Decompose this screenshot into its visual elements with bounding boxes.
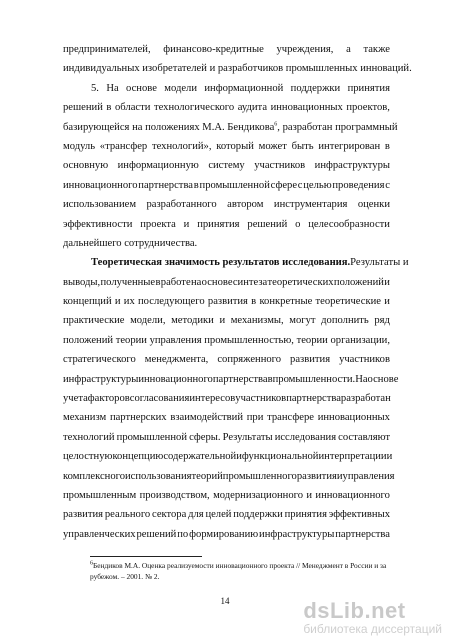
word: управления (342, 470, 395, 482)
word: концепцию (112, 451, 164, 463)
word: взаимодействий (170, 412, 244, 424)
text-line (63, 331, 390, 350)
text-segment: базирующейся на положениях М.А. Бендикова$^6$, разработан программный (63, 121, 398, 133)
word: технологий», (151, 140, 212, 152)
word: в (267, 373, 273, 385)
word: положений (333, 276, 384, 288)
word: управленческих (63, 528, 136, 540)
word: технологического (153, 102, 235, 114)
word: Результаты (222, 431, 273, 443)
word: поддержки (233, 509, 283, 521)
word: практические (63, 315, 125, 327)
word: проведения (332, 179, 385, 191)
word: целесообразности (308, 218, 390, 230)
word: сектора (151, 509, 187, 521)
word: «трансфер (99, 140, 148, 152)
word: автором (227, 199, 264, 211)
word: теории (296, 334, 328, 346)
word: инновационного (138, 373, 213, 385)
word: могут (289, 315, 316, 327)
word: эффективности (63, 218, 133, 230)
word: основную (63, 160, 109, 172)
word: дополнить (321, 315, 369, 327)
word: промышленной (199, 179, 270, 191)
text-line (63, 350, 390, 369)
word: участников (254, 160, 306, 172)
word: проекта (140, 218, 176, 230)
text-line (63, 428, 390, 447)
word: синтеза (232, 276, 268, 288)
word: управления (149, 334, 202, 346)
text-line (63, 467, 395, 486)
word: развития (296, 470, 337, 482)
text-line-with-heading: Теоретическая значимость результатов исследования.Результаты и (63, 253, 390, 272)
text-line (63, 98, 390, 117)
body-text (63, 40, 412, 544)
word: менеджмента, (144, 354, 209, 366)
word: их (123, 296, 135, 308)
word: согласования (129, 393, 190, 405)
word: использования (125, 470, 192, 482)
word: партнерства (335, 528, 390, 540)
word: а (346, 44, 351, 55)
word: который (216, 140, 254, 152)
watermark-logo: dsLib.net (303, 598, 406, 623)
footnote-line: рубежом. – 2001. № 2. (90, 572, 160, 581)
word: решений (247, 218, 288, 230)
word: партнерских (109, 412, 167, 424)
word: области (114, 102, 151, 114)
footnote-ref[interactable]: 6 (274, 121, 278, 128)
word: На (106, 82, 119, 94)
word: может (258, 140, 287, 152)
word: и (384, 276, 390, 288)
text-line-with-footnote (63, 118, 398, 137)
word: промышленностью, (204, 334, 294, 346)
word: теоретические (315, 296, 381, 308)
word: принятия (197, 218, 240, 230)
word: партнерства (138, 179, 194, 191)
word: производством, (139, 489, 210, 501)
text-line (63, 447, 393, 466)
text-line (63, 408, 390, 427)
word: учреждения, (276, 44, 334, 55)
word: реального (104, 509, 151, 521)
word: эффективных (328, 509, 390, 521)
word: работе (160, 276, 191, 288)
watermark-subtitle: библиотека диссертаций (303, 622, 442, 636)
word: развития (290, 354, 331, 366)
text-line (63, 311, 390, 330)
word: также (363, 44, 390, 55)
word: технологий (63, 431, 115, 443)
text-line (63, 505, 390, 524)
word: сфере (270, 179, 298, 191)
word: интересов (189, 393, 236, 405)
word: инфраструктуры (63, 373, 139, 385)
word: финансово-кредитные (163, 44, 264, 55)
word: целей (205, 509, 232, 521)
word: и (183, 218, 190, 230)
word: концепций (63, 296, 112, 308)
word: организации, (330, 334, 390, 346)
text-line (63, 195, 390, 214)
word: с (297, 179, 303, 191)
word: учета (63, 393, 88, 405)
word: теорий (191, 470, 223, 482)
word: разработанного (146, 199, 217, 211)
word: комплексного (63, 470, 125, 482)
text-line (63, 137, 390, 156)
word: аудита (237, 102, 268, 114)
word: проектов, (346, 102, 390, 114)
word: быть (291, 140, 314, 152)
word: инновационного (63, 179, 138, 191)
word: последующего (138, 296, 205, 308)
word: разработан (340, 393, 391, 405)
word: принятия (284, 509, 327, 521)
word: для (188, 509, 204, 521)
word: целостную (63, 451, 113, 463)
word: о (295, 218, 301, 230)
word: инструментария (273, 199, 348, 211)
word: содержательной (163, 451, 237, 463)
word: инновационных (270, 102, 343, 114)
word: партнерства (286, 393, 341, 405)
word: интегрирован (318, 140, 381, 152)
text-line (63, 292, 390, 311)
word: в (384, 140, 390, 152)
word: механизмы, (230, 315, 284, 327)
word: положений (63, 334, 114, 346)
word: инновационного (315, 489, 390, 501)
word: в (106, 102, 112, 114)
text-line (63, 370, 399, 389)
word: модели (164, 82, 198, 94)
word: промышленным (63, 489, 137, 501)
word: и (236, 451, 242, 463)
word: трансфере (267, 412, 314, 424)
text-line (63, 40, 390, 59)
word: инновационных (317, 412, 390, 424)
word: методики (171, 315, 214, 327)
footnote (90, 560, 390, 582)
page-number: 14 (220, 596, 230, 606)
word: участников (339, 354, 390, 366)
word: поддержки (290, 82, 341, 94)
word: партнерства (212, 373, 268, 385)
text-line: дальнейшего сотрудничества. (63, 237, 198, 249)
word: теоретических (267, 276, 334, 288)
text-line (63, 389, 390, 408)
word: интерпретации (318, 451, 387, 463)
word: выводы, (63, 276, 101, 288)
word: использованием (63, 199, 137, 211)
word: по (177, 528, 189, 540)
text-line: индивидуальных изобретателей и разработчиков промышленных инноваций. (63, 63, 412, 75)
word: и (219, 315, 226, 327)
word: информационной (204, 82, 284, 94)
word: промышленного (222, 470, 297, 482)
word: промышленной (116, 431, 187, 443)
word: полученные (100, 276, 156, 288)
word: систему (208, 160, 245, 172)
word: теории (115, 334, 147, 346)
footnote-marker: 6 (90, 560, 93, 567)
word: ряд (374, 315, 390, 327)
word: функциональной (241, 451, 319, 463)
word: инфраструктуры (259, 528, 335, 540)
word: сопряженного (217, 354, 282, 366)
word: 5. (91, 82, 99, 94)
word: при (246, 412, 264, 424)
word: инфраструктуры (314, 160, 390, 172)
word: сферы. (189, 431, 221, 443)
word: и (306, 489, 313, 501)
word: целью (303, 179, 332, 191)
section-heading: Теоретическая значимость результатов исследования. (91, 257, 351, 269)
word: формированию (189, 528, 259, 540)
word: модели, (130, 315, 166, 327)
word: основе (367, 373, 399, 385)
watermark (303, 600, 442, 636)
text-line (63, 176, 390, 195)
word: решений (136, 528, 177, 540)
word: оценки (357, 199, 390, 211)
word: участников (235, 393, 287, 405)
word: и (114, 296, 121, 308)
word: с (385, 179, 390, 191)
word: и (384, 296, 390, 308)
text-line (63, 273, 390, 292)
word: в (193, 179, 199, 191)
word: На (355, 373, 368, 385)
word: промышленности. (272, 373, 356, 385)
word: модернизационного (213, 489, 304, 501)
footnote-line: $^6$Бендиков М.А. Оценка реализуемости инновационного проекта // Менеджмент в России и за (90, 560, 387, 570)
footnote-divider (90, 556, 202, 557)
word: в (155, 276, 161, 288)
word: предпринимателей, (63, 44, 151, 55)
word: информационную (117, 160, 199, 172)
word: принятия (347, 82, 390, 94)
word: и (336, 470, 343, 482)
text-line (63, 525, 390, 544)
text-line (63, 486, 390, 505)
word: модуль (63, 140, 96, 152)
word: факторов (87, 393, 130, 405)
word: в (251, 296, 257, 308)
word: составляют (338, 431, 390, 443)
word: стратегического (63, 354, 136, 366)
word: основе (201, 276, 233, 288)
text-line (63, 79, 390, 98)
text-line (63, 156, 390, 175)
text-line (63, 215, 390, 234)
word: механизм (63, 412, 107, 424)
word: исследования (274, 431, 337, 443)
word: решений (63, 102, 103, 114)
word: основе (126, 82, 157, 94)
word: конкретные (259, 296, 313, 308)
word: на (190, 276, 202, 288)
word: развития (207, 296, 248, 308)
word: развития (63, 509, 104, 521)
word: и (386, 451, 393, 463)
